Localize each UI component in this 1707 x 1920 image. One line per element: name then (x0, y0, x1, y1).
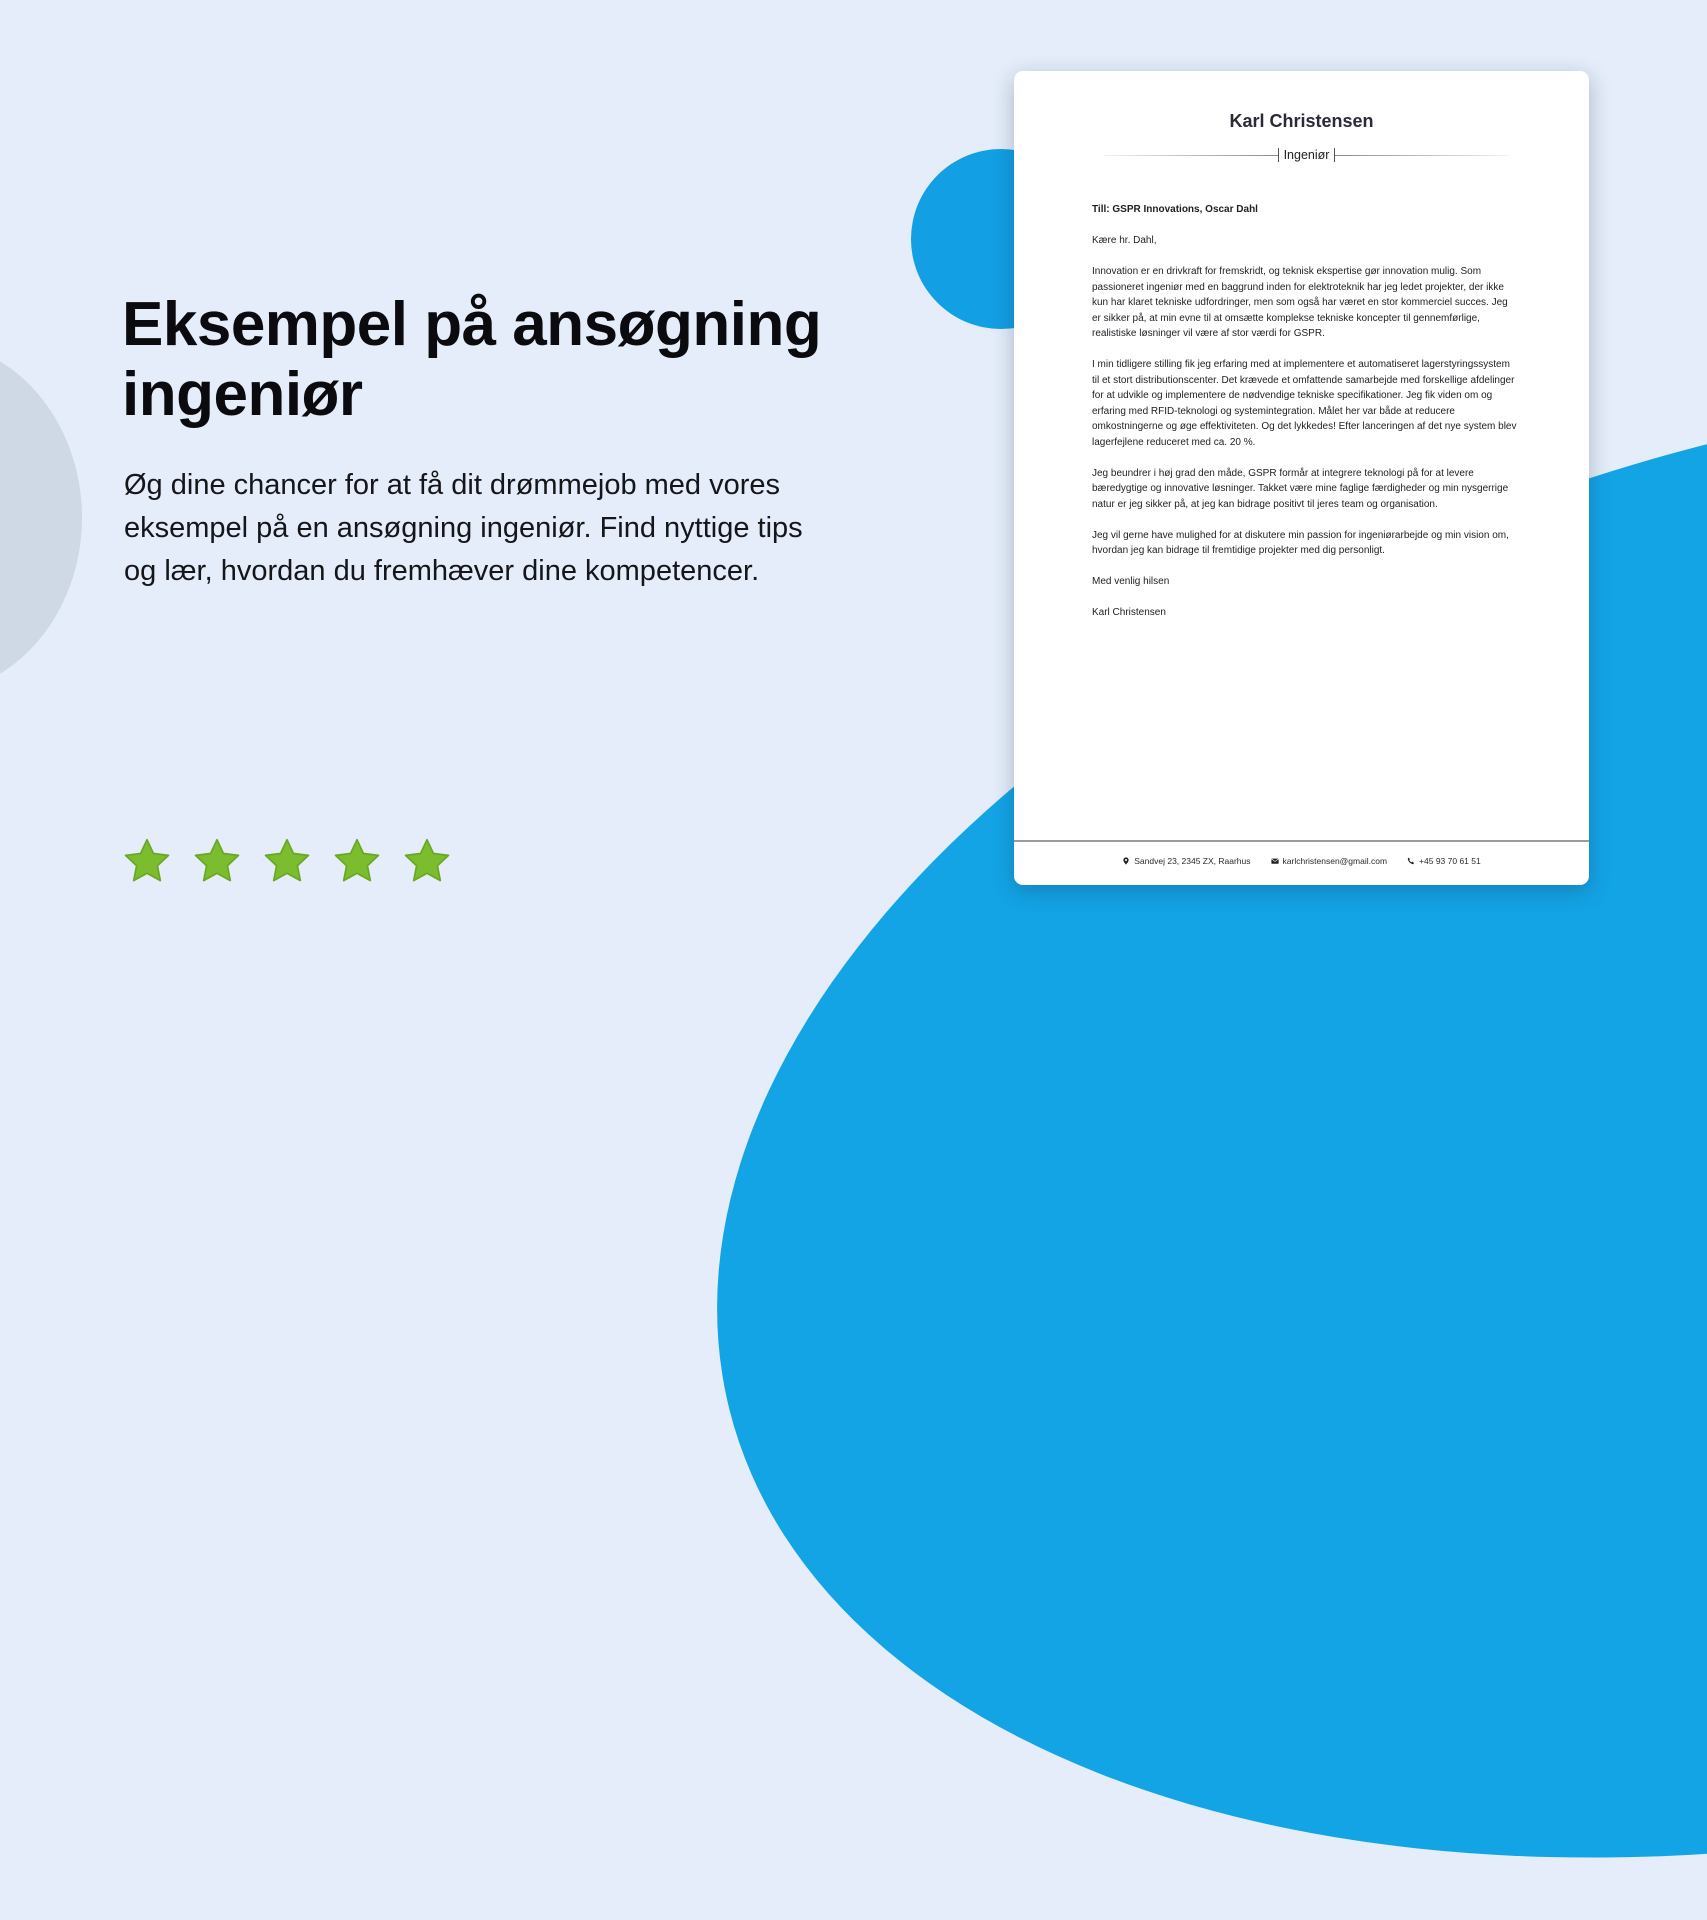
letter-signature: Karl Christensen (1092, 607, 1166, 618)
contact-footer (1014, 856, 1589, 866)
page-title: Eksempel på ansøgning ingeniør (122, 290, 822, 429)
role-divider (1104, 147, 1509, 163)
divider-line-right (1335, 155, 1509, 156)
letter-paragraph: Jeg vil gerne have mulighed for at diskutere min passion for ingeniørarbejde og min vision om, hvordan jeg kan bidrage til fremtidige projekter med dig personligt. (1092, 529, 1509, 556)
letter-body (1092, 202, 1517, 636)
address-text: Sandvej 23, 2345 ZX, Raarhus (1134, 856, 1251, 866)
star-icon (122, 836, 172, 886)
star-icon (402, 836, 452, 886)
email-text: karlchristensen@gmail.com (1282, 856, 1388, 866)
applicant-role: Ingeniør (1283, 148, 1330, 162)
star-icon (332, 836, 382, 886)
location-pin-icon (1122, 857, 1130, 865)
footer-divider (1014, 840, 1589, 842)
contact-email (1271, 856, 1388, 866)
cover-letter-document (1014, 71, 1589, 885)
applicant-name: Karl Christensen (1229, 111, 1374, 131)
letter-closing: Med venlig hilsen (1092, 576, 1170, 587)
phone-icon (1407, 857, 1415, 865)
star-icon (192, 836, 242, 886)
phone-text: +45 93 70 61 51 (1419, 856, 1481, 866)
star-icon (262, 836, 312, 886)
envelope-icon (1271, 857, 1279, 865)
letter-paragraph: Innovation er en drivkraft for fremskridt, og teknisk ekspertise gør innovation mulig. Som passioneret ingeniør med en baggrund inden for elektroteknik har jeg ledet projekter, der ikke kun har klaret tekniske udfordringer, men som også har været en stor kommerciel succes. Jeg er sikker på, at min evne til at omsætte komplekse tekniske koncepter til gennemførlige, realistiske løsninger vil være af stor værdi for GSPR. (1092, 266, 1508, 339)
contact-address (1122, 856, 1250, 866)
decorative-grey-circle (0, 340, 82, 695)
letter-paragraph: I min tidligere stilling fik jeg erfaring med at implementere et automatiseret lagerstyringssystem til et stort distributionscenter. Det krævede et omfattende samarbejde med forskellige afdelinger for at udvikle og implementere de nødvendige tekniske specifikationer. Jeg fik viden om og erfaring med RFID-teknologi og systemintegration. Målet her var både at reducere omkostningerne og øge effektiviteten. Og det lykkedes! Efter lanceringen af det nye system blev lagerfejlene reduceret med ca. 20 %. (1092, 359, 1517, 448)
hero-section (122, 290, 902, 593)
contact-phone (1407, 856, 1481, 866)
letter-recipient: Till: GSPR Innovations, Oscar Dahl (1092, 204, 1258, 215)
divider-line-left (1104, 155, 1278, 156)
letter-greeting: Kære hr. Dahl, (1092, 235, 1157, 246)
letter-paragraph: Jeg beundrer i høj grad den måde, GSPR formår at integrere teknologi på for at levere bæredygtige og innovative løsninger. Takket være mine faglige færdigheder og min nysgerrige natur er jeg sikker på, at jeg kan bidrage positivt til jeres team og organisation. (1092, 467, 1509, 510)
star-rating (122, 836, 452, 886)
page-description: Øg dine chancer for at få dit drømmejob med vores eksempel på en ansøgning ingeniør. Find nyttige tips og lær, hvordan du fremhæver dine kompetencer. (124, 469, 803, 587)
